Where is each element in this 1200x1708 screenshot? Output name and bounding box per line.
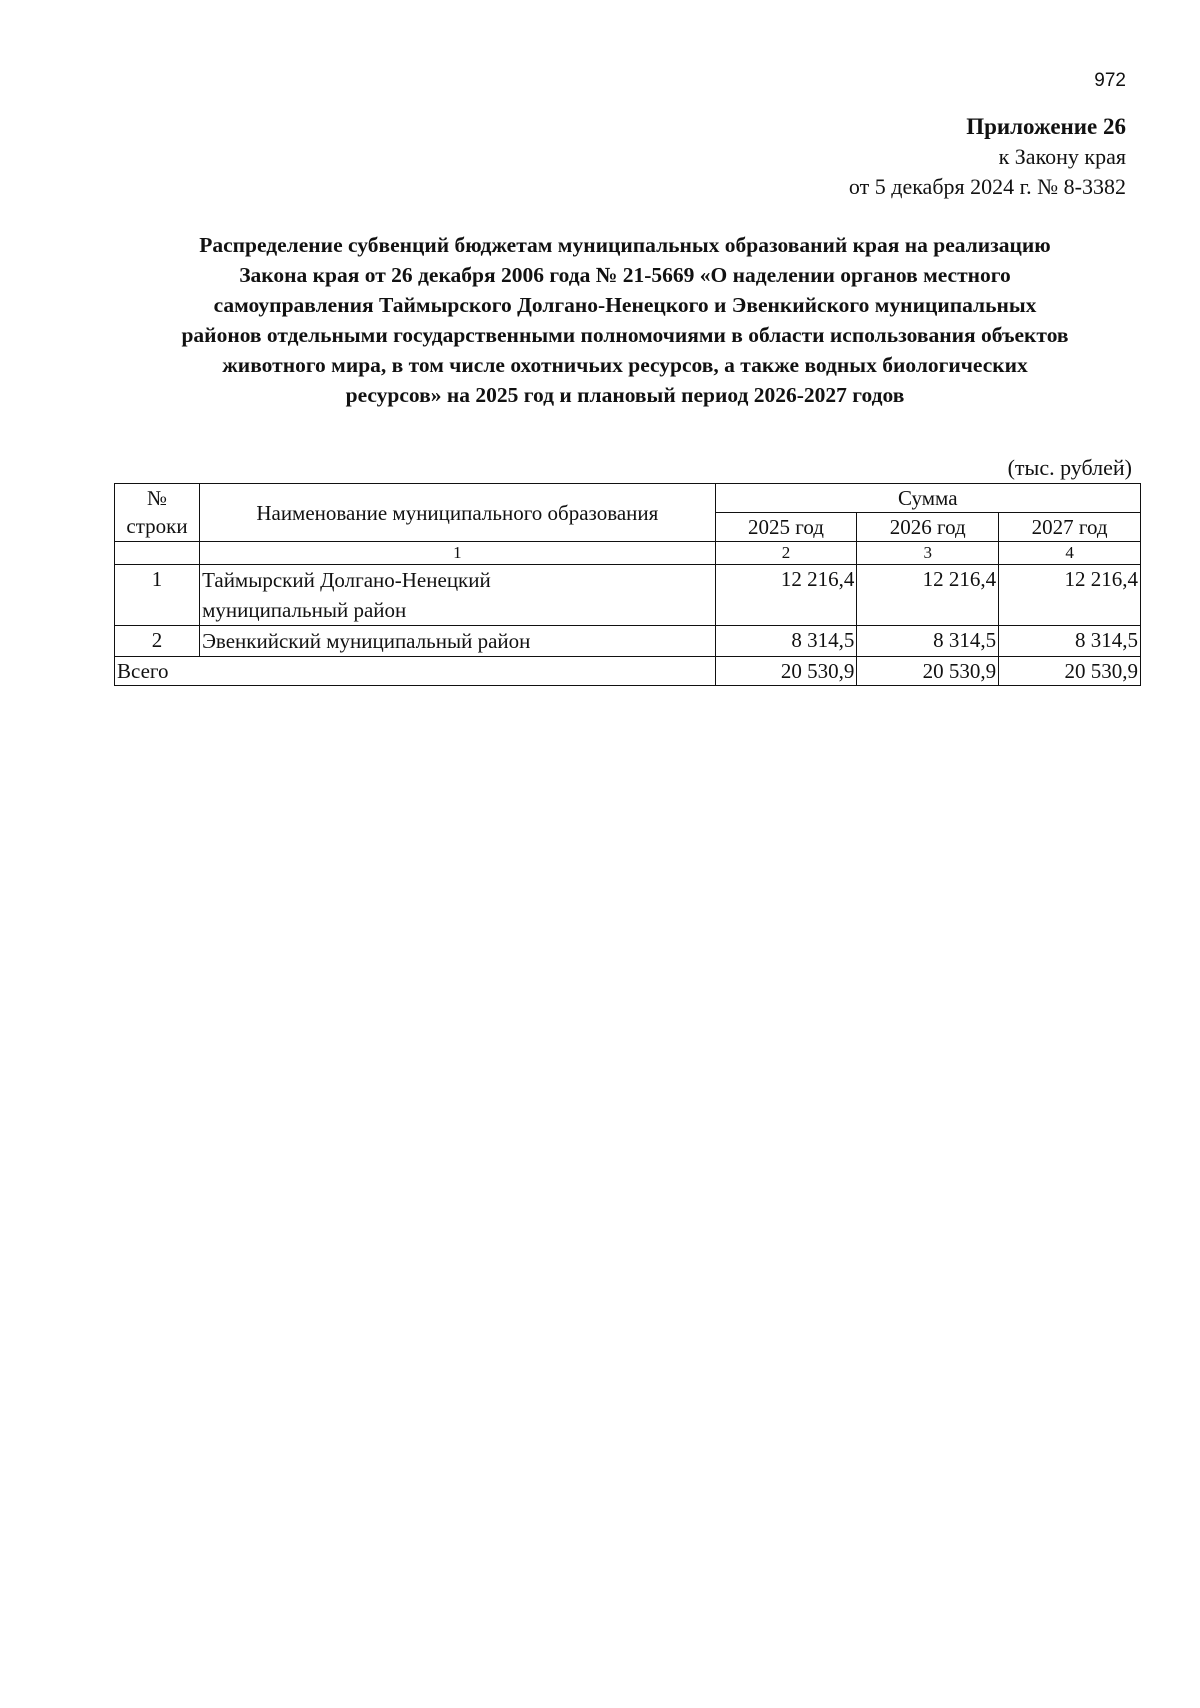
column-index: 3 — [857, 542, 999, 565]
appendix-block — [849, 112, 1126, 202]
value-2025: 8 314,5 — [715, 626, 857, 657]
title-line: ресурсов» на 2025 год и плановый период 2026-2027 годов — [345, 383, 905, 407]
title-line: районов отдельными государственными полномочиями в области использования объектов — [181, 323, 1069, 347]
header-year-2025: 2025 год — [715, 513, 857, 542]
header-row-number — [115, 484, 200, 542]
header-sum: Сумма — [715, 484, 1140, 513]
table-row — [115, 565, 1141, 626]
page-number: 972 — [1094, 70, 1126, 91]
table-header-row — [115, 484, 1141, 513]
row-number: 1 — [115, 565, 200, 626]
subvention-table — [114, 483, 1141, 686]
column-index: 2 — [715, 542, 857, 565]
column-index: 4 — [999, 542, 1141, 565]
appendix-date-number: от 5 декабря 2024 г. № 8-3382 — [848, 174, 1126, 199]
total-2027: 20 530,9 — [999, 657, 1141, 686]
title-line: Распределение субвенций бюджетам муниципальных образований края на реализацию — [199, 233, 1051, 257]
total-2025: 20 530,9 — [715, 657, 857, 686]
value-2025: 12 216,4 — [715, 565, 857, 626]
row-number: 2 — [115, 626, 200, 657]
document-title — [110, 230, 1140, 410]
header-number-sign: № — [147, 486, 168, 510]
header-municipality-name: Наименование муниципального образования — [200, 484, 716, 542]
appendix-title: Приложение 26 — [966, 114, 1126, 139]
municipality-name — [200, 565, 716, 626]
column-index-row — [115, 542, 1141, 565]
column-index: 1 — [200, 542, 716, 565]
municipality-name-line: Таймырский Долгано-Ненецкий — [202, 568, 491, 592]
header-row-word: строки — [126, 514, 188, 538]
title-line: животного мира, в том числе охотничьих ресурсов, а также водных биологических — [222, 353, 1028, 377]
value-2026: 12 216,4 — [857, 565, 999, 626]
total-label: Всего — [115, 657, 716, 686]
total-2026: 20 530,9 — [857, 657, 999, 686]
value-2026: 8 314,5 — [857, 626, 999, 657]
units-label: (тыс. рублей) — [1007, 455, 1132, 480]
municipality-name: Эвенкийский муниципальный район — [200, 626, 716, 657]
municipality-name-line: муниципальный район — [202, 598, 407, 622]
title-line: самоуправления Таймырского Долгано-Ненецкого и Эвенкийского муниципальных — [213, 293, 1037, 317]
table-total-row — [115, 657, 1141, 686]
appendix-law-reference: к Закону края — [998, 144, 1126, 169]
value-2027: 12 216,4 — [999, 565, 1141, 626]
header-year-2027: 2027 год — [999, 513, 1141, 542]
table-row — [115, 626, 1141, 657]
column-index-empty — [115, 542, 200, 565]
title-line: Закона края от 26 декабря 2006 года № 21-5669 «О наделении органов местного — [239, 263, 1011, 287]
header-year-2026: 2026 год — [857, 513, 999, 542]
value-2027: 8 314,5 — [999, 626, 1141, 657]
